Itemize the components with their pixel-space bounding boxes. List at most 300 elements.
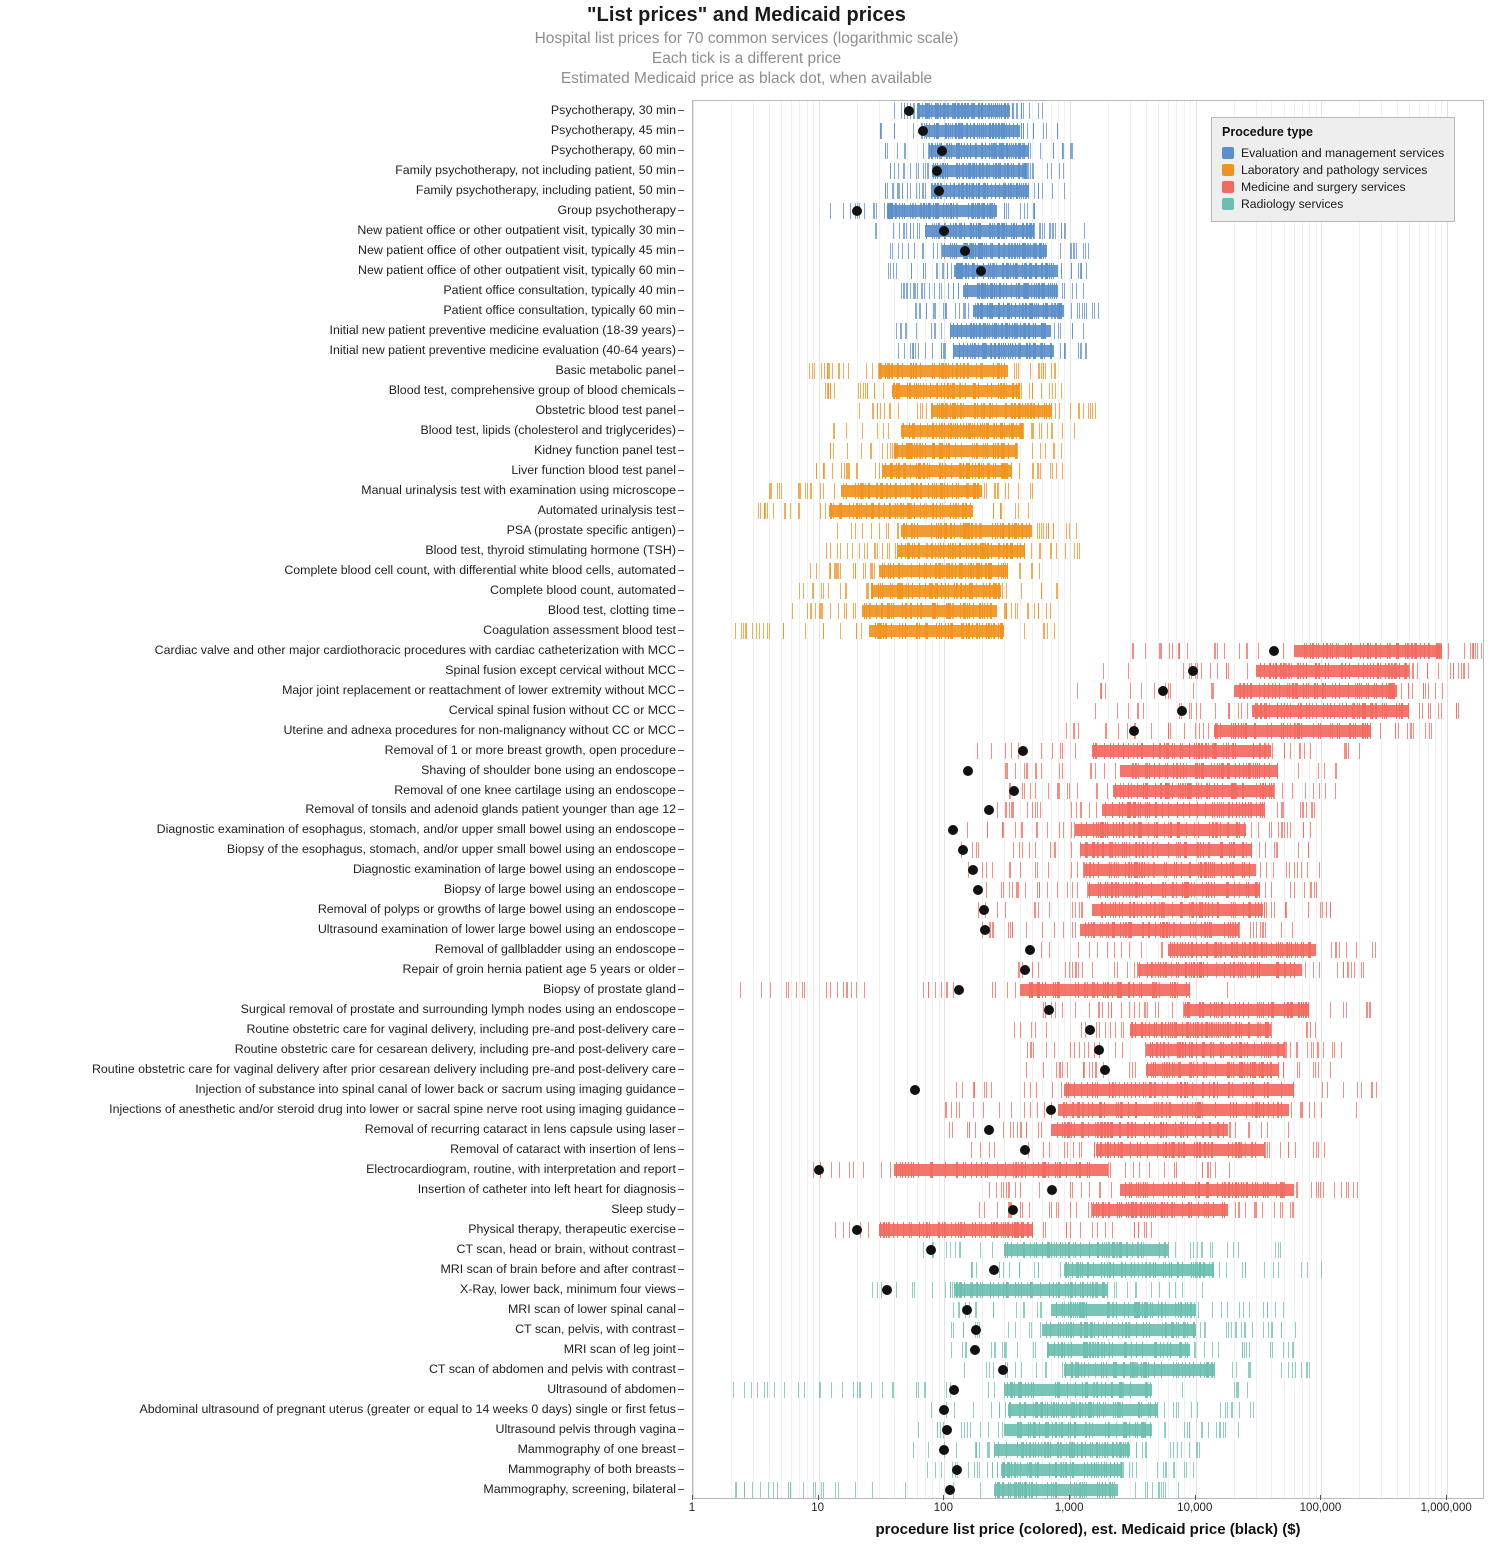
price-tick xyxy=(931,543,932,559)
price-tick xyxy=(904,143,905,159)
price-tick xyxy=(1266,1042,1267,1058)
price-tick xyxy=(1077,862,1078,878)
price-tick xyxy=(1015,822,1016,838)
price-tick xyxy=(1006,403,1007,419)
price-tick xyxy=(1011,163,1012,179)
price-tick xyxy=(1239,822,1240,838)
price-tick xyxy=(1181,1142,1182,1158)
price-tick xyxy=(1102,922,1103,938)
price-tick xyxy=(1178,1142,1179,1158)
price-tick xyxy=(1113,743,1114,759)
price-tick xyxy=(1074,543,1075,559)
price-tick xyxy=(1042,263,1043,279)
y-axis-tick xyxy=(678,450,684,451)
price-tick xyxy=(1011,603,1012,619)
price-tick xyxy=(1259,743,1260,759)
price-tick xyxy=(916,383,917,399)
price-tick xyxy=(1267,1082,1268,1098)
price-tick xyxy=(899,183,900,199)
price-tick xyxy=(918,343,919,359)
price-tick xyxy=(1385,663,1386,679)
price-tick xyxy=(1100,1142,1101,1158)
price-tick xyxy=(796,982,797,998)
price-tick xyxy=(1239,1022,1240,1038)
price-tick xyxy=(1031,283,1032,299)
price-tick xyxy=(846,603,847,619)
price-tick xyxy=(892,183,893,199)
price-tick xyxy=(935,203,936,219)
price-tick xyxy=(953,223,954,239)
price-tick xyxy=(945,1162,946,1178)
y-axis-tick xyxy=(678,1349,684,1350)
medicaid-price-dot xyxy=(1177,706,1187,716)
price-tick xyxy=(1062,1002,1063,1018)
price-tick xyxy=(1335,783,1336,799)
price-tick xyxy=(1108,1002,1109,1018)
price-tick xyxy=(1051,423,1052,439)
price-tick xyxy=(909,383,910,399)
price-tick xyxy=(1238,962,1239,978)
price-tick xyxy=(810,563,811,579)
price-tick xyxy=(1356,942,1357,958)
price-tick xyxy=(1386,683,1387,699)
price-tick xyxy=(994,323,995,339)
price-tick xyxy=(1183,663,1184,679)
price-tick xyxy=(1123,882,1124,898)
price-tick xyxy=(877,543,878,559)
price-tick xyxy=(1081,1022,1082,1038)
price-tick xyxy=(887,443,888,459)
price-tick xyxy=(833,503,834,519)
price-tick xyxy=(928,982,929,998)
price-tick xyxy=(1042,922,1043,938)
price-tick xyxy=(1255,723,1256,739)
price-tick xyxy=(981,563,982,579)
price-tick xyxy=(1164,902,1165,918)
price-tick xyxy=(1083,323,1084,339)
price-tick xyxy=(1036,243,1037,259)
price-tick xyxy=(1074,1082,1075,1098)
medicaid-price-dot xyxy=(979,905,989,915)
price-tick xyxy=(1322,1082,1323,1098)
price-tick xyxy=(972,343,973,359)
price-tick xyxy=(1408,703,1409,719)
price-tick xyxy=(910,183,911,199)
price-tick xyxy=(1356,1102,1357,1118)
price-tick xyxy=(975,303,976,319)
price-tick xyxy=(1220,1022,1221,1038)
y-axis-tick xyxy=(678,190,684,191)
price-tick xyxy=(911,563,912,579)
price-tick xyxy=(946,123,947,139)
price-tick xyxy=(866,363,867,379)
price-tick xyxy=(1167,1082,1168,1098)
price-tick xyxy=(937,103,938,119)
price-tick xyxy=(1257,763,1258,779)
price-tick xyxy=(1268,1022,1269,1038)
price-tick xyxy=(1154,902,1155,918)
price-tick xyxy=(889,503,890,519)
price-tick xyxy=(1372,942,1373,958)
price-tick xyxy=(896,443,897,459)
price-tick xyxy=(1013,1162,1014,1178)
price-tick xyxy=(1327,703,1328,719)
price-tick xyxy=(1209,922,1210,938)
price-tick xyxy=(976,443,977,459)
price-tick xyxy=(1207,1022,1208,1038)
price-tick xyxy=(1014,363,1015,379)
price-tick xyxy=(1271,723,1272,739)
price-tick xyxy=(1032,163,1033,179)
price-tick xyxy=(1339,723,1340,739)
price-tick xyxy=(779,483,780,499)
price-tick xyxy=(1008,443,1009,459)
y-axis-tick xyxy=(678,969,684,970)
price-tick xyxy=(1076,1162,1077,1178)
price-tick xyxy=(1059,163,1060,179)
price-tick xyxy=(1159,763,1160,779)
price-tick xyxy=(1278,1102,1279,1118)
y-axis-label: CT scan, head or brain, without contrast xyxy=(456,1242,676,1257)
medicaid-price-dot xyxy=(973,885,983,895)
price-tick xyxy=(1092,842,1093,858)
price-tick xyxy=(976,523,977,539)
price-tick xyxy=(1246,882,1247,898)
price-tick xyxy=(863,563,864,579)
price-tick xyxy=(1312,802,1313,818)
price-tick xyxy=(1113,922,1114,938)
price-tick xyxy=(1133,822,1134,838)
price-tick xyxy=(1062,1122,1063,1138)
price-tick xyxy=(1066,523,1067,539)
price-tick xyxy=(746,623,747,639)
price-tick xyxy=(1286,862,1287,878)
price-tick xyxy=(1221,1002,1222,1018)
price-tick xyxy=(1429,723,1430,739)
price-tick xyxy=(873,203,874,219)
price-tick xyxy=(880,363,881,379)
price-tick xyxy=(1075,982,1076,998)
price-tick xyxy=(1027,203,1028,219)
price-tick xyxy=(1298,703,1299,719)
price-tick xyxy=(1026,1062,1027,1078)
chart-row xyxy=(693,742,1483,760)
price-tick xyxy=(1428,683,1429,699)
price-tick xyxy=(1072,882,1073,898)
price-tick xyxy=(1113,822,1114,838)
price-tick xyxy=(1176,962,1177,978)
price-tick xyxy=(966,263,967,279)
price-tick xyxy=(1098,822,1099,838)
price-tick xyxy=(968,523,969,539)
price-tick xyxy=(1151,882,1152,898)
price-tick xyxy=(1139,982,1140,998)
price-tick xyxy=(1041,942,1042,958)
price-tick xyxy=(1003,563,1004,579)
price-tick xyxy=(1310,1022,1311,1038)
price-tick xyxy=(1017,443,1018,459)
price-tick xyxy=(937,603,938,619)
price-tick xyxy=(1273,1002,1274,1018)
y-axis-label: Psychotherapy, 30 min xyxy=(550,102,676,117)
price-tick xyxy=(1262,802,1263,818)
price-tick xyxy=(940,563,941,579)
price-tick xyxy=(1015,443,1016,459)
price-tick xyxy=(1037,1102,1038,1118)
y-axis-tick xyxy=(678,590,684,591)
price-tick xyxy=(1450,663,1451,679)
price-tick xyxy=(1207,1162,1208,1178)
price-tick xyxy=(1086,303,1087,319)
price-tick xyxy=(1074,1042,1075,1058)
price-tick xyxy=(990,922,991,938)
price-tick xyxy=(1318,1142,1319,1158)
price-tick xyxy=(761,982,762,998)
price-tick xyxy=(1029,383,1030,399)
price-tick xyxy=(980,603,981,619)
price-tick xyxy=(944,383,945,399)
price-tick xyxy=(1248,802,1249,818)
price-tick xyxy=(916,463,917,479)
price-tick xyxy=(1162,1022,1163,1038)
price-tick xyxy=(1139,1162,1140,1178)
price-tick xyxy=(961,563,962,579)
price-tick xyxy=(1006,802,1007,818)
price-tick xyxy=(948,623,949,639)
price-tick xyxy=(865,483,866,499)
price-tick xyxy=(1026,1122,1027,1138)
price-tick xyxy=(1011,183,1012,199)
price-tick xyxy=(1297,1042,1298,1058)
price-tick xyxy=(1306,683,1307,699)
price-tick xyxy=(1172,1142,1173,1158)
price-tick xyxy=(962,563,963,579)
price-tick xyxy=(1129,922,1130,938)
price-tick xyxy=(1228,802,1229,818)
y-axis-label: Coagulation assessment blood test xyxy=(483,622,676,637)
price-tick xyxy=(931,103,932,119)
price-tick xyxy=(931,583,932,599)
price-tick xyxy=(1023,183,1024,199)
price-tick xyxy=(1281,922,1282,938)
price-tick xyxy=(1017,1122,1018,1138)
price-tick xyxy=(1166,1142,1167,1158)
price-tick xyxy=(1044,343,1045,359)
chart-row xyxy=(693,1041,1483,1059)
price-tick xyxy=(1086,822,1087,838)
price-tick xyxy=(1127,802,1128,818)
price-tick xyxy=(823,483,824,499)
price-tick xyxy=(834,423,835,439)
y-axis-tick xyxy=(678,1369,684,1370)
price-tick xyxy=(887,143,888,159)
chart-row xyxy=(693,402,1483,420)
price-tick xyxy=(1002,143,1003,159)
price-tick xyxy=(1071,303,1072,319)
price-tick xyxy=(1203,723,1204,739)
chart-row xyxy=(693,682,1483,700)
price-tick xyxy=(904,163,905,179)
price-tick xyxy=(951,143,952,159)
price-tick xyxy=(994,283,995,299)
price-tick xyxy=(906,603,907,619)
medicaid-price-dot xyxy=(1188,666,1198,676)
price-tick xyxy=(953,283,954,299)
price-tick xyxy=(1182,743,1183,759)
price-tick xyxy=(1064,1102,1065,1118)
price-tick xyxy=(1145,1002,1146,1018)
price-tick xyxy=(937,263,938,279)
chart-row xyxy=(693,1001,1483,1019)
price-tick xyxy=(1164,822,1165,838)
price-tick xyxy=(1199,723,1200,739)
price-tick xyxy=(883,423,884,439)
price-tick xyxy=(952,383,953,399)
price-tick xyxy=(1171,962,1172,978)
price-tick xyxy=(1177,822,1178,838)
price-tick xyxy=(908,503,909,519)
price-tick xyxy=(935,303,936,319)
price-tick xyxy=(952,123,953,139)
price-tick xyxy=(1273,862,1274,878)
price-tick xyxy=(1015,263,1016,279)
y-axis-label: Family psychotherapy, not including patient, 50 min xyxy=(395,162,676,177)
price-tick xyxy=(1110,902,1111,918)
price-tick xyxy=(1032,802,1033,818)
price-tick xyxy=(1018,283,1019,299)
price-tick xyxy=(1156,1102,1157,1118)
price-tick xyxy=(1256,802,1257,818)
price-tick xyxy=(1054,283,1055,299)
price-tick xyxy=(964,303,965,319)
price-tick xyxy=(992,982,993,998)
price-tick xyxy=(1361,683,1362,699)
price-tick xyxy=(942,563,943,579)
price-tick xyxy=(1310,822,1311,838)
price-tick xyxy=(1168,1022,1169,1038)
price-tick xyxy=(1389,643,1390,659)
price-tick xyxy=(1027,603,1028,619)
price-tick xyxy=(1043,123,1044,139)
price-tick xyxy=(1110,1122,1111,1138)
price-tick xyxy=(985,1162,986,1178)
chart-row xyxy=(693,282,1483,300)
price-tick xyxy=(1110,743,1111,759)
y-axis-label: Removal of 1 or more breast growth, open procedure xyxy=(384,742,676,757)
price-tick xyxy=(872,503,873,519)
price-tick xyxy=(1051,163,1052,179)
price-tick xyxy=(1345,663,1346,679)
price-tick xyxy=(1132,882,1133,898)
price-tick xyxy=(1438,703,1439,719)
price-tick xyxy=(995,483,996,499)
price-tick xyxy=(1228,1082,1229,1098)
price-tick xyxy=(963,423,964,439)
price-tick xyxy=(1079,902,1080,918)
price-tick xyxy=(1007,463,1008,479)
price-tick xyxy=(1207,962,1208,978)
price-tick xyxy=(974,263,975,279)
price-tick xyxy=(969,603,970,619)
y-axis-label: Injection of substance into spinal canal of lower back or sacrum using imaging guidance xyxy=(195,1082,676,1097)
y-axis-tick xyxy=(678,630,684,631)
price-tick xyxy=(1268,683,1269,699)
price-tick xyxy=(987,822,988,838)
price-tick xyxy=(1310,643,1311,659)
price-tick xyxy=(1186,763,1187,779)
price-tick xyxy=(1415,643,1416,659)
price-tick xyxy=(991,143,992,159)
price-tick xyxy=(971,1142,972,1158)
price-tick xyxy=(1034,303,1035,319)
price-tick xyxy=(966,423,967,439)
price-tick xyxy=(837,523,838,539)
price-tick xyxy=(1428,643,1429,659)
price-tick xyxy=(954,383,955,399)
price-tick xyxy=(1202,1042,1203,1058)
price-tick xyxy=(1027,343,1028,359)
price-tick xyxy=(961,263,962,279)
price-tick xyxy=(1013,1122,1014,1138)
price-tick xyxy=(970,583,971,599)
price-tick xyxy=(1172,743,1173,759)
price-tick xyxy=(1167,783,1168,799)
title-block xyxy=(0,4,1493,88)
y-axis-tick xyxy=(678,530,684,531)
price-tick xyxy=(1174,942,1175,958)
price-tick xyxy=(959,563,960,579)
price-tick xyxy=(1083,1102,1084,1118)
y-axis-labels xyxy=(0,100,684,1499)
price-tick xyxy=(1291,1102,1292,1118)
price-tick xyxy=(1188,1002,1189,1018)
price-tick xyxy=(999,283,1000,299)
price-tick xyxy=(1208,1142,1209,1158)
price-tick xyxy=(994,223,995,239)
price-tick xyxy=(799,503,800,519)
price-tick xyxy=(1172,643,1173,659)
price-tick xyxy=(937,243,938,259)
price-tick xyxy=(1189,862,1190,878)
price-tick xyxy=(935,103,936,119)
price-tick xyxy=(875,223,876,239)
price-tick xyxy=(948,423,949,439)
price-tick xyxy=(1324,1142,1325,1158)
price-tick xyxy=(999,183,1000,199)
price-tick xyxy=(882,583,883,599)
price-tick xyxy=(1103,822,1104,838)
price-tick xyxy=(945,623,946,639)
price-tick xyxy=(1307,1042,1308,1058)
price-tick xyxy=(944,343,945,359)
price-tick xyxy=(1196,902,1197,918)
price-tick xyxy=(1154,862,1155,878)
price-tick xyxy=(1285,962,1286,978)
price-tick xyxy=(978,483,979,499)
price-tick xyxy=(1024,543,1025,559)
price-tick xyxy=(1043,623,1044,639)
price-tick xyxy=(1212,802,1213,818)
price-tick xyxy=(1048,283,1049,299)
price-tick xyxy=(1123,1022,1124,1038)
price-tick xyxy=(1084,223,1085,239)
price-tick xyxy=(1196,743,1197,759)
price-tick xyxy=(921,603,922,619)
price-tick xyxy=(1185,1042,1186,1058)
price-tick xyxy=(1210,1042,1211,1058)
price-tick xyxy=(1264,683,1265,699)
price-tick xyxy=(1189,703,1190,719)
